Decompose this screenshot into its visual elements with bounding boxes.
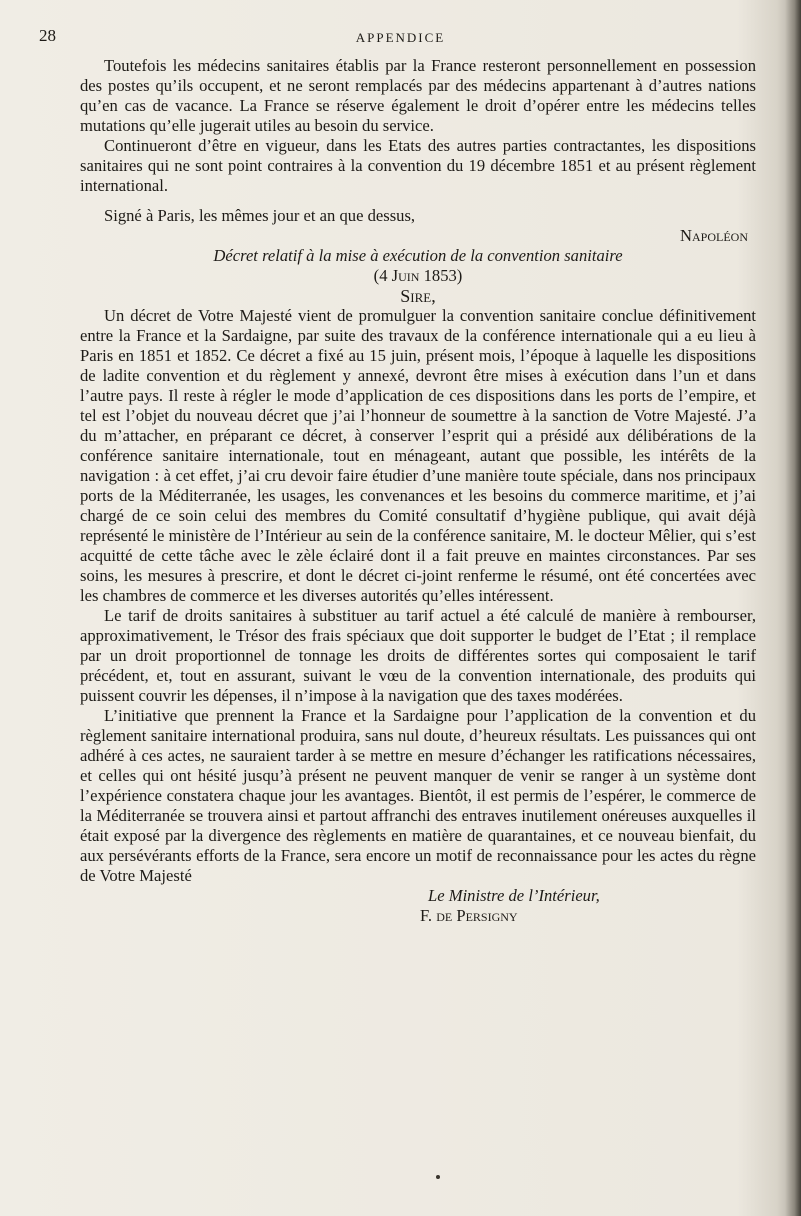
paragraph-tarif: Le tarif de droits sanitaires à substituer au tarif actuel a été calculé de manière à rembourser, approximativement, le Trésor des frais spéciaux que doit supporter le budget de l’Etat ; il remplace par un droit proportionnel de tonnage les droits de différentes sortes qui composaient le tarif précédent, et, tout en assurant, suivant le vœu de la convention internationale, des produits qui puissent couvrir les dépenses, il n’impose à la navigation que des taxes modérées. [80, 606, 756, 705]
minister-name: F. de Persigny [420, 906, 518, 925]
decree-title: Décret relatif à la mise à exécution de la convention sanitaire [213, 246, 623, 265]
running-head: APPENDICE [355, 30, 446, 45]
paragraph-decret: Un décret de Votre Majesté vient de promulguer la convention sanitaire conclue définitivement entre la France et la Sardaigne, par suite des travaux de la conférence internationale qui a eu lieu à Paris en 1851 et 1852. Ce décret a fixé au 15 juin, présent mois, l’époque à laquelle les dispositions de ladite convention et du règlement y annexé, devront être mises à exécution dans l’un et dans l’autre pays. Il reste à régler le mode d’application de ces dispositions dans les ports de l’empire, et tel est l’objet du nouveau décret que j’ai l’honneur de soumettre à la sanction de Votre Majesté. J’a du m’attacher, en préparant ce décret, à conserver l’esprit qui a présidé aux délibérations de la conférence sanitaire internationale, tout en ménageant, autant que possible, les intérêts de la navigation : à cet effet, j’ai cru devoir faire étudier d’une manière toute spéciale, dans nos principaux ports de la Méditerranée, les usages, les convenances et les besoins du commerce maritime, et j’ai chargé de ce soin celui des membres du Comité consultatif d’hygiène publique, qui avait déjà représenté le ministère de l’Intérieur au sein de la conférence sanitaire, M. le docteur Mêlier, qui s’est acquitté de cette tâche avec le zèle éclairé dont il a fait preuve en maintes circonstances. Par ses soins, les mesures à prescrire, et dont le décret ci-joint renferme le résumé, ont été concertées avec les chambres de commerce et les diverses autorités qu’elles intéressent. [80, 306, 756, 605]
paragraph-signe: Signé à Paris, les mêmes jour et an que dessus, [104, 206, 416, 225]
signature-napoleon: Napoléon [680, 226, 748, 245]
page-number: 28 [39, 26, 56, 45]
paragraph-medecins: Toutefois les médecins sanitaires établis par la France resteront personnellement en possession des postes qu’ils occupent, et ne seront remplacés par des médecins appartenant à d’autres nations qu’en cas de vacance. La France se réserve également le droit d’opérer entre les médecins telles mutations qu’elle jugerait utiles au besoin du service. [80, 56, 756, 135]
body-text [80, 56, 756, 926]
paragraph-vigueur: Continueront d’être en vigueur, dans les Etats des autres parties contractantes, les dispositions sanitaires qui ne sont point contraires à la convention du 19 décembre 1851 et au présent règlement international. [80, 136, 756, 195]
salutation: Sire, [400, 286, 436, 306]
page-edge-shadow [785, 0, 801, 1216]
ink-dot [436, 1175, 440, 1179]
paragraph-initiative: L’initiative que prennent la France et la Sardaigne pour l’application de la convention et du règlement sanitaire international produira, sans nul doute, d’heureux résultats. Les puissances qui ont adhéré à ces actes, ne sauraient tarder à se mettre en mesure d’échanger les ratifications nécessaires, et celles qui ont hésité jusqu’à présent ne peuvent manquer de venir se ranger à un système dont l’expérience constatera chaque jour les avantages. Bientôt, il est permis de l’espérer, le commerce de la Méditerranée se trouvera ainsi et partout affranchi des entraves inutilement onéreuses auxquelles il était exposé par la divergence des règlements en matière de quarantaines, et ce nouveau bienfait, du aux persévérants efforts de la France, sera encore un motif de reconnaissance pour les actes du règne de Votre Majesté [80, 706, 756, 885]
minister-title: Le Ministre de l’Intérieur, [428, 886, 600, 905]
decree-date: (4 Juin 1853) [373, 266, 463, 285]
